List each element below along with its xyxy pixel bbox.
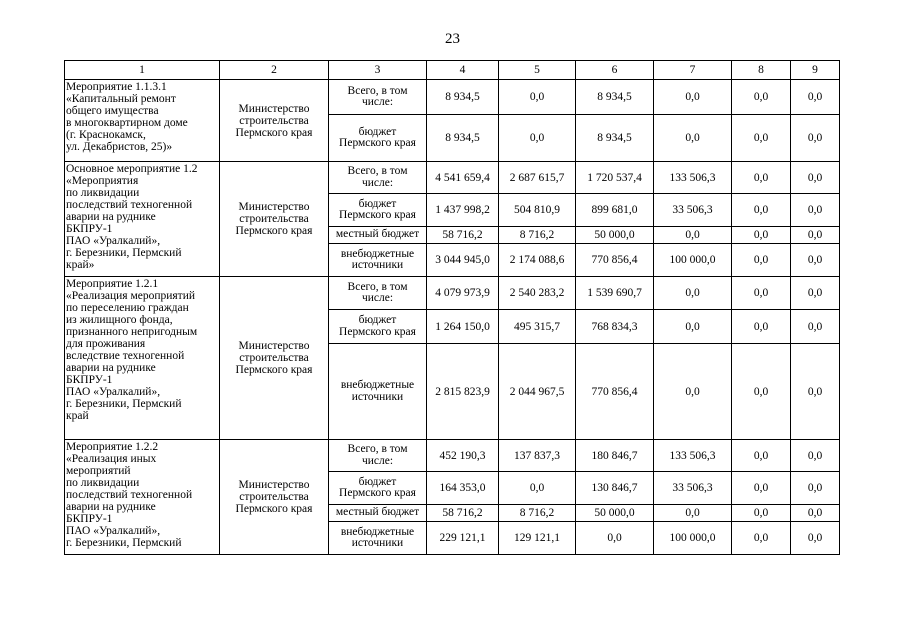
funding-source-cell: местный бюджет (329, 227, 427, 244)
amount-cell: 137 837,3 (499, 440, 576, 472)
amount-cell: 164 353,0 (427, 472, 499, 505)
funding-source-cell: местный бюджет (329, 505, 427, 522)
funding-source-cell: бюджет Пермского края (329, 194, 427, 227)
amount-cell: 8 934,5 (427, 115, 499, 162)
event-name-cell: Мероприятие 1.2.1 «Реализация мероприятий по переселению граждан из жилищного фонда, признанного непригодным для проживания вследствие техногенной аварии на руднике БКПРУ-1 ПАО «Уралкалий», г. Березники, Пермский край (65, 277, 220, 440)
amount-cell: 2 174 088,6 (499, 244, 576, 277)
amount-cell: 0,0 (499, 115, 576, 162)
amount-cell: 0,0 (791, 440, 840, 472)
funding-source-cell: Всего, в том числе: (329, 162, 427, 194)
executor-cell: Министерство строительства Пермского края (220, 162, 329, 277)
funding-source-cell: внебюджетные источники (329, 522, 427, 555)
amount-cell: 0,0 (732, 344, 791, 440)
amount-cell: 1 720 537,4 (576, 162, 654, 194)
amount-cell: 0,0 (791, 277, 840, 310)
amount-cell: 0,0 (654, 505, 732, 522)
amount-cell: 0,0 (732, 522, 791, 555)
funding-source-cell: внебюджетные источники (329, 344, 427, 440)
funding-source-cell: бюджет Пермского края (329, 115, 427, 162)
amount-cell: 8 716,2 (499, 227, 576, 244)
amount-cell: 0,0 (732, 115, 791, 162)
amount-cell: 0,0 (732, 80, 791, 115)
header-cell: 6 (576, 61, 654, 80)
header-row (65, 61, 840, 80)
amount-cell: 8 934,5 (427, 80, 499, 115)
amount-cell: 0,0 (732, 310, 791, 344)
amount-cell: 0,0 (791, 227, 840, 244)
amount-cell: 0,0 (732, 194, 791, 227)
amount-cell: 0,0 (791, 162, 840, 194)
amount-cell: 1 539 690,7 (576, 277, 654, 310)
header-cell: 2 (220, 61, 329, 80)
amount-cell: 0,0 (791, 472, 840, 505)
amount-cell: 0,0 (732, 472, 791, 505)
header-cell: 4 (427, 61, 499, 80)
amount-cell: 133 506,3 (654, 162, 732, 194)
budget-table (64, 60, 840, 555)
amount-cell: 50 000,0 (576, 505, 654, 522)
amount-cell: 0,0 (654, 277, 732, 310)
executor-cell: Министерство строительства Пермского края (220, 277, 329, 440)
amount-cell: 33 506,3 (654, 194, 732, 227)
amount-cell: 0,0 (732, 440, 791, 472)
amount-cell: 0,0 (576, 522, 654, 555)
amount-cell: 0,0 (791, 522, 840, 555)
executor-cell: Министерство строительства Пермского края (220, 80, 329, 162)
header-cell: 8 (732, 61, 791, 80)
amount-cell: 0,0 (499, 80, 576, 115)
amount-cell: 129 121,1 (499, 522, 576, 555)
funding-source-cell: Всего, в том числе: (329, 277, 427, 310)
event-name-cell: Основное мероприятие 1.2 «Мероприятия по ликвидации последствий техногенной аварии на руднике БКПРУ-1 ПАО «Уралкалий», г. Березники, Пермский край» (65, 162, 220, 277)
amount-cell: 1 264 150,0 (427, 310, 499, 344)
amount-cell: 0,0 (732, 227, 791, 244)
table-row (65, 440, 840, 472)
amount-cell: 452 190,3 (427, 440, 499, 472)
header-cell: 3 (329, 61, 427, 80)
header-cell: 5 (499, 61, 576, 80)
funding-source-cell: Всего, в том числе: (329, 440, 427, 472)
event-name-cell: Мероприятие 1.2.2 «Реализация иных мероприятий по ликвидации последствий техногенной аварии на руднике БКПРУ-1 ПАО «Уралкалий», г. Березники, Пермский (65, 440, 220, 555)
amount-cell: 133 506,3 (654, 440, 732, 472)
amount-cell: 504 810,9 (499, 194, 576, 227)
amount-cell: 770 856,4 (576, 244, 654, 277)
amount-cell: 0,0 (791, 344, 840, 440)
amount-cell: 2 540 283,2 (499, 277, 576, 310)
executor-cell: Министерство строительства Пермского края (220, 440, 329, 555)
header-cell: 7 (654, 61, 732, 80)
amount-cell: 0,0 (654, 115, 732, 162)
amount-cell: 0,0 (791, 80, 840, 115)
amount-cell: 0,0 (654, 310, 732, 344)
amount-cell: 770 856,4 (576, 344, 654, 440)
amount-cell: 229 121,1 (427, 522, 499, 555)
amount-cell: 0,0 (732, 505, 791, 522)
amount-cell: 0,0 (791, 194, 840, 227)
amount-cell: 130 846,7 (576, 472, 654, 505)
amount-cell: 0,0 (732, 162, 791, 194)
amount-cell: 1 437 998,2 (427, 194, 499, 227)
amount-cell: 2 687 615,7 (499, 162, 576, 194)
table-row (65, 277, 840, 310)
amount-cell: 3 044 945,0 (427, 244, 499, 277)
funding-source-cell: внебюджетные источники (329, 244, 427, 277)
table-row (65, 80, 840, 115)
amount-cell: 100 000,0 (654, 522, 732, 555)
amount-cell: 0,0 (732, 244, 791, 277)
page-number: 23 (445, 31, 460, 47)
amount-cell: 58 716,2 (427, 505, 499, 522)
amount-cell: 0,0 (791, 244, 840, 277)
amount-cell: 33 506,3 (654, 472, 732, 505)
header-cell: 9 (791, 61, 840, 80)
header-cell: 1 (65, 61, 220, 80)
amount-cell: 2 044 967,5 (499, 344, 576, 440)
amount-cell: 8 934,5 (576, 115, 654, 162)
amount-cell: 495 315,7 (499, 310, 576, 344)
amount-cell: 50 000,0 (576, 227, 654, 244)
funding-source-cell: бюджет Пермского края (329, 472, 427, 505)
amount-cell: 100 000,0 (654, 244, 732, 277)
amount-cell: 0,0 (791, 115, 840, 162)
event-name-cell: Мероприятие 1.1.3.1 «Капитальный ремонт общего имущества в многоквартирном доме (г. Краснокамск, ул. Декабристов, 25)» (65, 80, 220, 162)
funding-source-cell: Всего, в том числе: (329, 80, 427, 115)
amount-cell: 899 681,0 (576, 194, 654, 227)
table-row (65, 162, 840, 194)
amount-cell: 0,0 (791, 310, 840, 344)
amount-cell: 0,0 (654, 227, 732, 244)
amount-cell: 0,0 (654, 344, 732, 440)
amount-cell: 4 079 973,9 (427, 277, 499, 310)
amount-cell: 58 716,2 (427, 227, 499, 244)
amount-cell: 2 815 823,9 (427, 344, 499, 440)
amount-cell: 4 541 659,4 (427, 162, 499, 194)
amount-cell: 768 834,3 (576, 310, 654, 344)
amount-cell: 0,0 (499, 472, 576, 505)
amount-cell: 0,0 (732, 277, 791, 310)
amount-cell: 0,0 (654, 80, 732, 115)
amount-cell: 8 716,2 (499, 505, 576, 522)
funding-source-cell: бюджет Пермского края (329, 310, 427, 344)
amount-cell: 8 934,5 (576, 80, 654, 115)
amount-cell: 180 846,7 (576, 440, 654, 472)
amount-cell: 0,0 (791, 505, 840, 522)
